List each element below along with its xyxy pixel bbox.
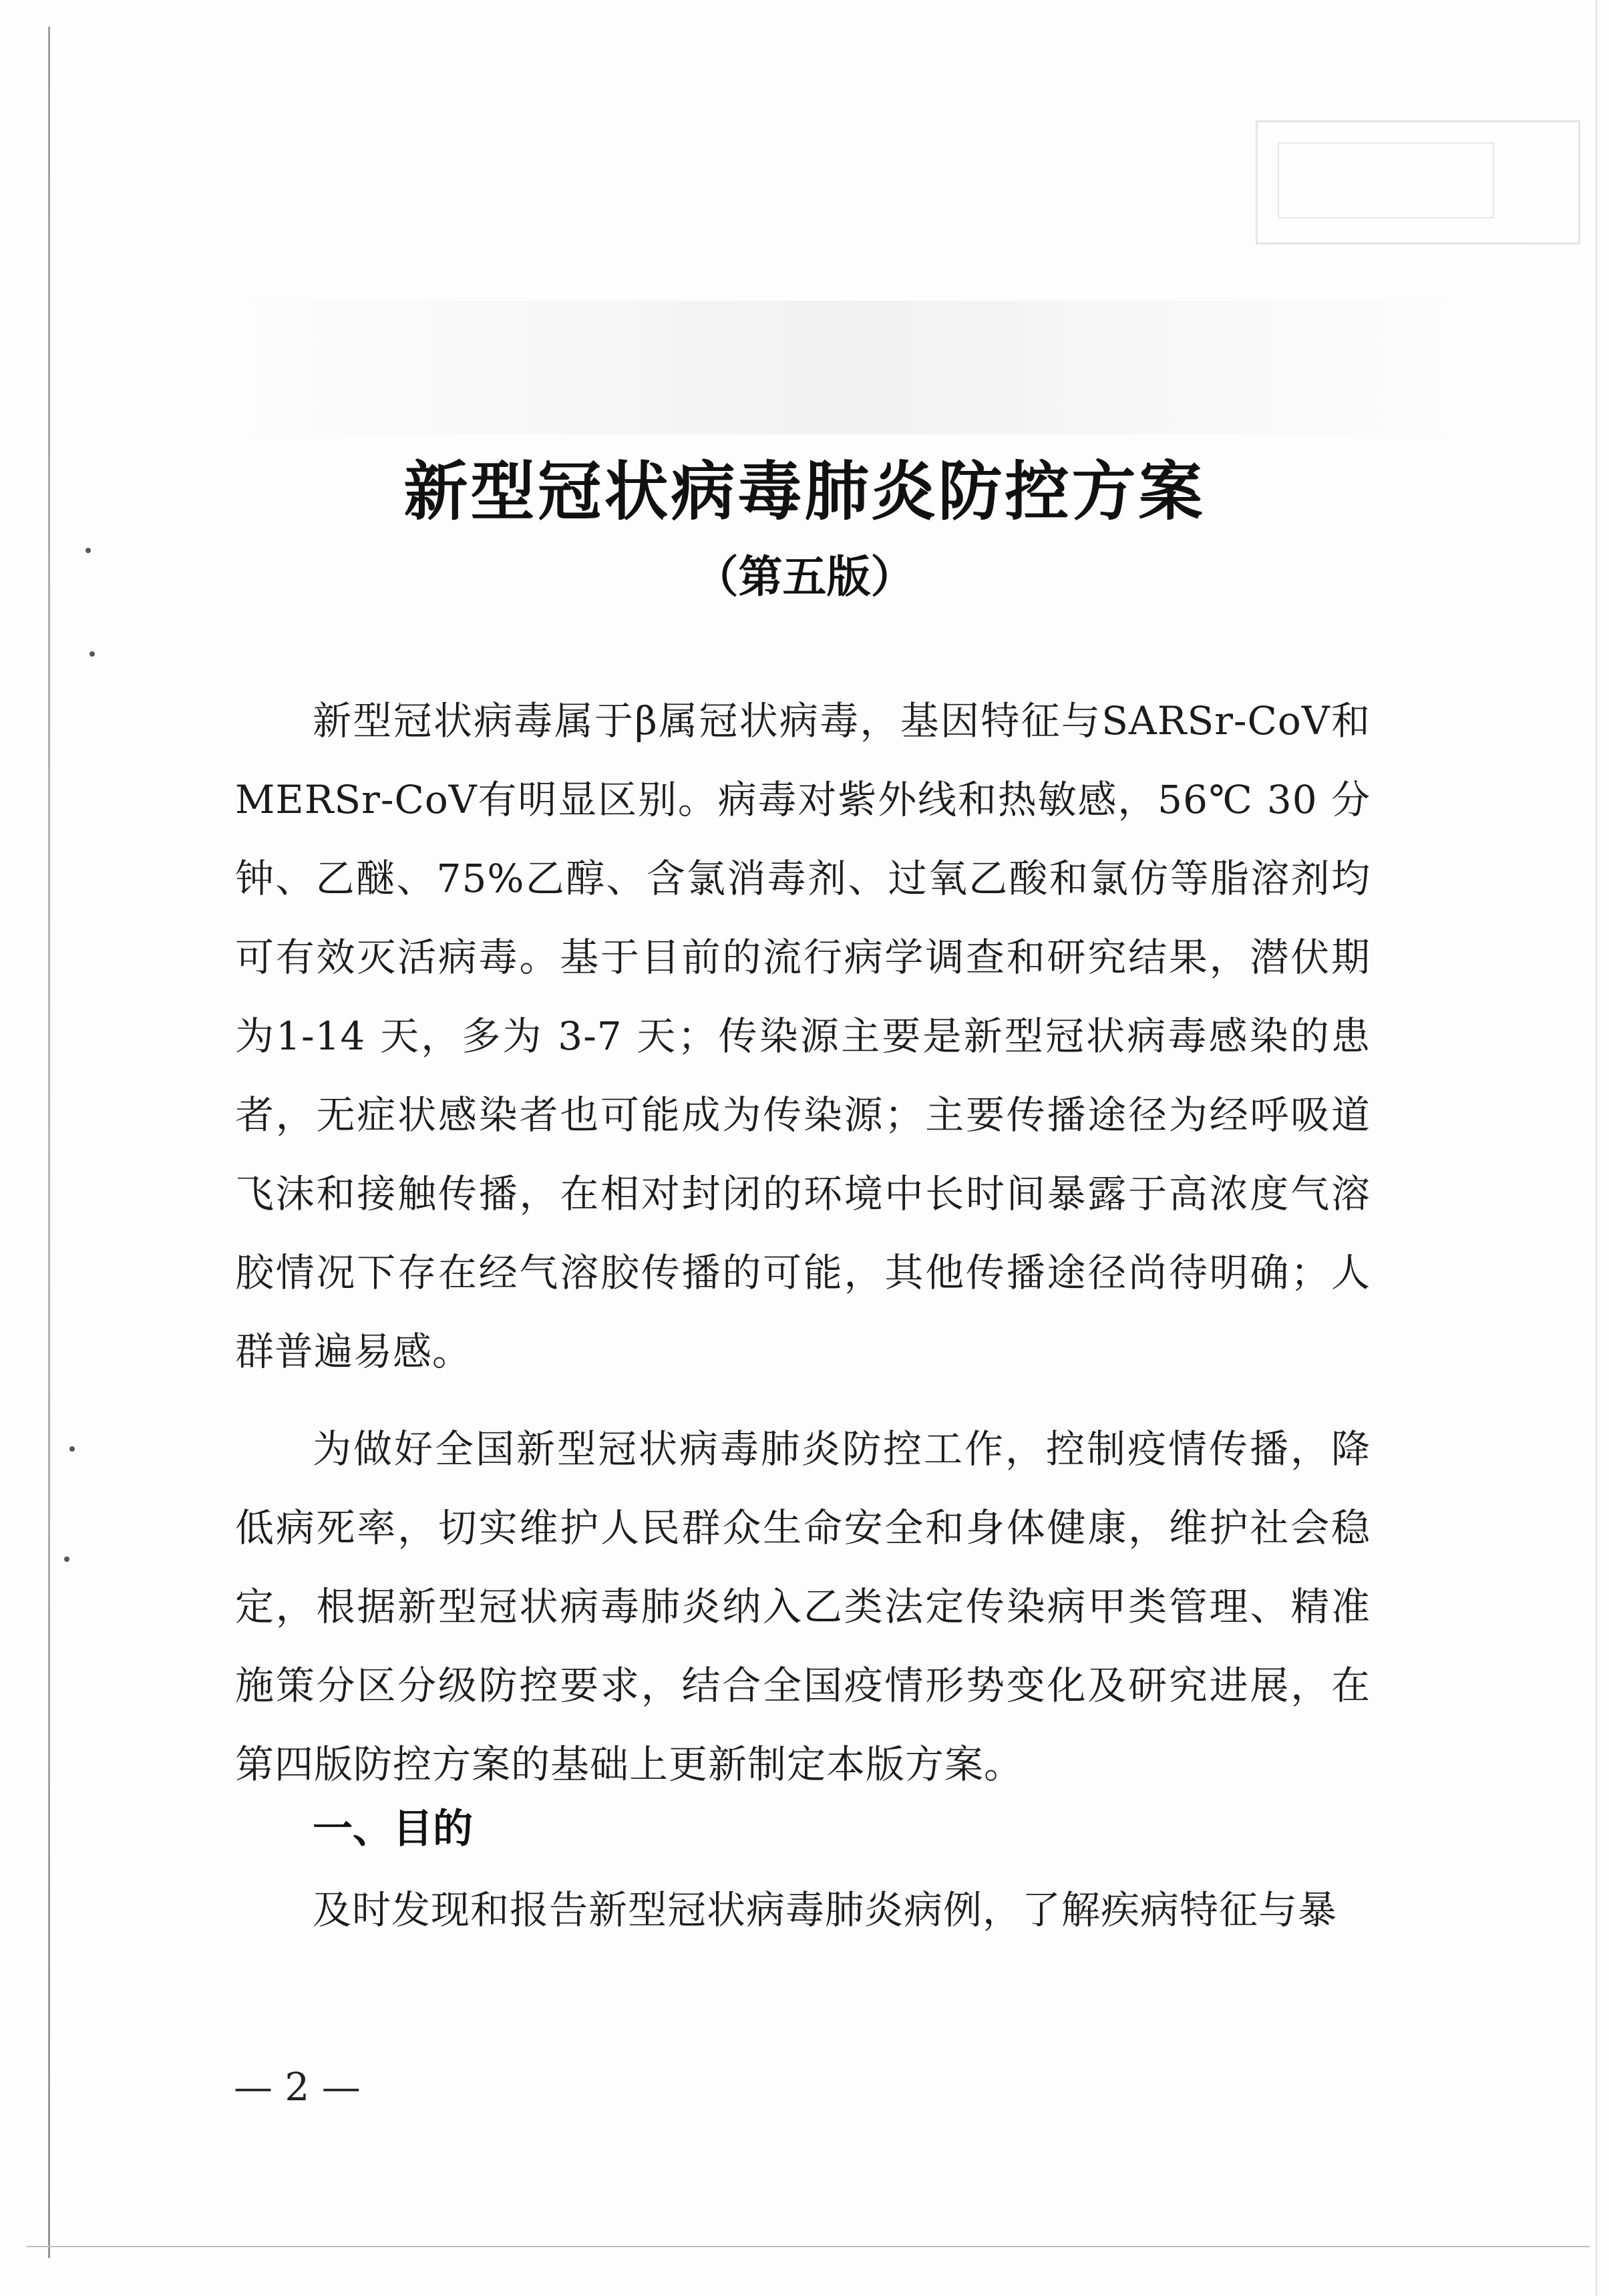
bleed-through-stamp: [1256, 120, 1580, 244]
section-paragraph: 及时发现和报告新型冠状病毒肺炎病例，了解疾病特征与暴: [313, 1887, 1338, 1933]
scan-left-edge: [48, 27, 50, 2258]
document-title: 新型冠状病毒肺炎防控方案: [403, 454, 1206, 529]
body-paragraph-1: 新型冠状病毒属于β属冠状病毒，基因特征与SARSr-CoV和MERSr-CoV有明显区别。病毒对紫外线和热敏感，56℃ 30 分钟、乙醚、75%乙醇、含氯消毒剂、过氧乙酸和氯仿等脂溶剂均可有效灭活病毒。基于目前的流行病学调查和研究结果，潜伏期为1-14 天，多为 3-7 天；传染源主要是新型冠状病毒感染的患者，无症状感染者也可能成为传染源；主要传播途径为经呼吸道飞沫和接触传播，在相对封闭的环境中长时间暴露于高浓度气溶胶情况下存在经气溶胶传播的可能，其他传播途径尚待明确；人群普遍易感。: [235, 698, 1371, 1374]
scan-bottom-edge: [27, 2246, 1590, 2247]
document-subtitle: （第五版）: [694, 551, 915, 603]
page-number: — 2 —: [234, 2064, 361, 2110]
body-paragraph-2: 为做好全国新型冠状病毒肺炎防控工作，控制疫情传播，降低病死率，切实维护人民群众生命安全和身体健康，维护社会稳定，根据新型冠状病毒肺炎纳入乙类法定传染病甲类管理、精准施策分区分级防控要求，结合全国疫情形势变化及研究进展，在第四版防控方案的基础上更新制定本版方案。: [235, 1426, 1371, 1787]
scan-speck: [69, 1446, 75, 1452]
scan-right-edge: [1596, 0, 1597, 2296]
scan-speck: [90, 651, 95, 657]
scan-speck: [64, 1556, 69, 1562]
bleed-through-band: [227, 301, 1469, 434]
section-heading: 一、目的: [313, 1806, 473, 1852]
